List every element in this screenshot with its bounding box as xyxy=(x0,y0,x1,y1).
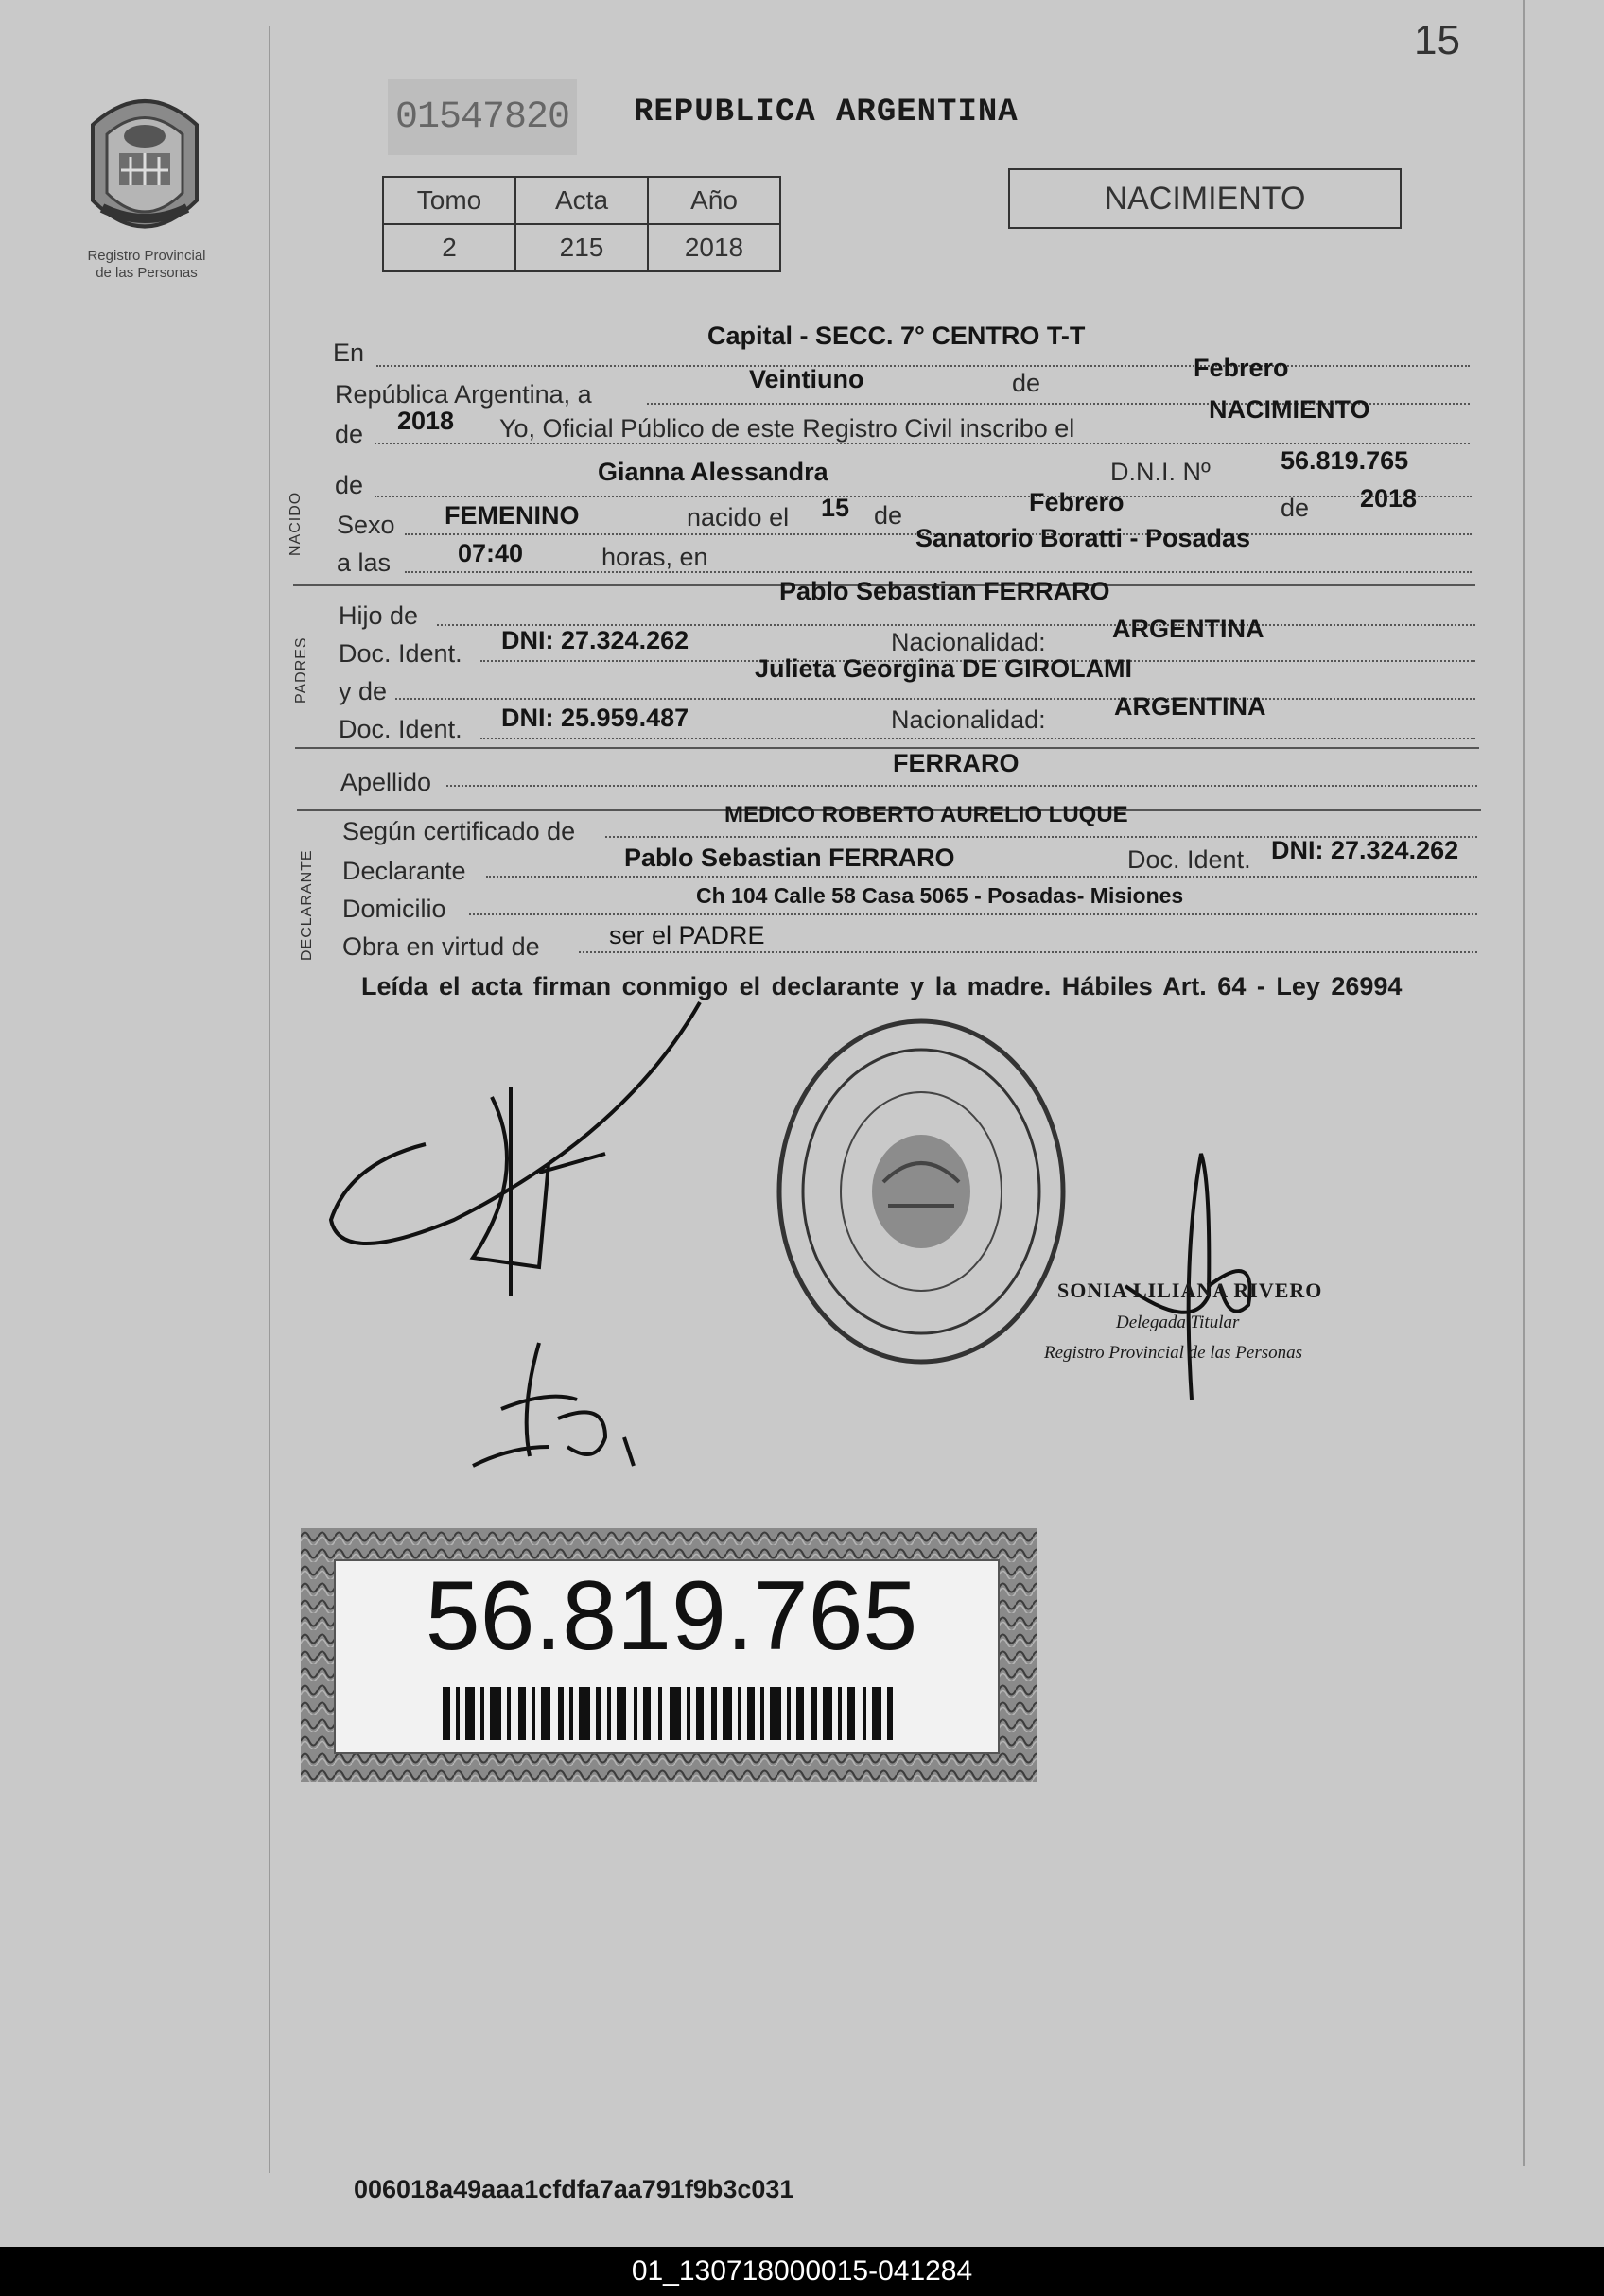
label-doc-mother: Doc. Ident. xyxy=(339,715,462,743)
side-label-born: NACIDO xyxy=(288,491,304,556)
official-signature-icon xyxy=(1088,1144,1277,1409)
logo-caption-line1: Registro Provincial xyxy=(87,248,206,264)
dotted-line xyxy=(446,785,1477,787)
side-label-parents: PADRES xyxy=(293,636,309,704)
label-doc-declarante: Doc. Ident. xyxy=(1127,845,1251,874)
value-sexo: FEMENINO xyxy=(445,501,580,530)
label-alas: a las xyxy=(337,548,392,577)
label-nacionalidad-father: Nacionalidad: xyxy=(891,628,1046,656)
label-doc-father: Doc. Ident. xyxy=(339,639,462,668)
dotted-line xyxy=(395,698,1475,700)
label-apellido: Apellido xyxy=(340,768,432,796)
value-location: Capital - SECC. 7° CENTRO T-T xyxy=(707,322,1086,350)
value-time: 07:40 xyxy=(458,539,524,567)
value-day: Veintiuno xyxy=(749,365,864,393)
official-name: SONIA LILIANA RIVERO xyxy=(1057,1278,1323,1302)
label-oficial: Yo, Oficial Público de este Registro Civil inscribo el xyxy=(499,414,1075,443)
label-obra: Obra en virtud de xyxy=(342,932,540,961)
label-declarante: Declarante xyxy=(342,857,466,885)
logo-caption-line2: de las Personas xyxy=(96,265,198,281)
value-father-doc: DNI: 27.324.262 xyxy=(501,626,689,654)
value-month: Febrero xyxy=(1194,354,1289,382)
dotted-line xyxy=(480,738,1475,739)
dotted-line xyxy=(376,365,1470,367)
label-en: En xyxy=(333,339,365,367)
label-dni: D.N.I. Nº xyxy=(1110,458,1211,486)
page-number: 15 xyxy=(1414,17,1460,63)
dotted-line xyxy=(405,571,1472,573)
record-type-box: NACIMIENTO xyxy=(1008,168,1402,229)
left-margin-line xyxy=(269,26,270,2173)
value-name: Gianna Alessandra xyxy=(598,458,828,486)
label-de-month: de xyxy=(874,501,903,530)
serial-number: 01547820 xyxy=(388,79,577,155)
footer-bar xyxy=(0,2247,1604,2296)
value-father-nationality: ARGENTINA xyxy=(1112,615,1264,643)
label-republica: República Argentina, a xyxy=(335,380,592,409)
value-father-name: Pablo Sebastian FERRARO xyxy=(779,577,1110,605)
label-de-year: de xyxy=(335,420,364,448)
mother-signature-icon xyxy=(463,1333,690,1485)
official-office: Registro Provincial de las Personas xyxy=(1044,1343,1303,1363)
value-inscribe: NACIMIENTO xyxy=(1209,395,1370,424)
table-header-acta: Acta xyxy=(515,177,648,224)
value-obra: ser el PADRE xyxy=(609,921,765,949)
value-mother-nationality: ARGENTINA xyxy=(1114,692,1266,721)
country-heading: REPUBLICA ARGENTINA xyxy=(634,95,1019,130)
side-label-declarant: DECLARANTE xyxy=(299,849,315,961)
value-dni: 56.819.765 xyxy=(1281,446,1409,475)
label-yde: y de xyxy=(339,677,388,705)
value-year: 2018 xyxy=(397,407,455,435)
section-divider xyxy=(295,747,1479,749)
label-domicilio: Domicilio xyxy=(342,895,446,923)
table-header-tomo: Tomo xyxy=(383,177,515,224)
value-birth-month: Febrero xyxy=(1029,488,1125,516)
footer-id: 01_130718000015-041284 xyxy=(631,2255,973,2287)
table-header-anio: Año xyxy=(648,177,780,224)
declarant-signature-icon xyxy=(322,983,719,1324)
label-de-birth-year: de xyxy=(1281,494,1310,522)
label-certificado: Según certificado de xyxy=(342,817,576,845)
label-hijo: Hijo de xyxy=(339,601,419,630)
label-de: de xyxy=(1012,369,1041,397)
value-mother-name: Julieta Georgina DE GIROLAMI xyxy=(755,654,1133,683)
value-certificado: MEDICO ROBERTO AURELIO LUQUE xyxy=(724,802,1128,827)
label-nacionalidad-mother: Nacionalidad: xyxy=(891,705,1046,734)
label-name: de xyxy=(335,471,364,499)
table-value-tomo: 2 xyxy=(383,224,515,271)
label-horas: horas, en xyxy=(602,543,708,571)
value-apellido: FERRARO xyxy=(893,749,1020,777)
value-place: Sanatorio Boratti - Posadas xyxy=(915,524,1251,552)
record-table xyxy=(382,176,781,272)
logo-caption xyxy=(57,248,236,282)
value-mother-doc: DNI: 25.959.487 xyxy=(501,704,689,732)
official-stamp-icon xyxy=(770,1012,1072,1371)
table-value-acta: 215 xyxy=(515,224,648,271)
dotted-line xyxy=(469,913,1477,915)
official-title: Delegada Titular xyxy=(1116,1313,1240,1332)
value-declarante: Pablo Sebastian FERRARO xyxy=(624,844,955,872)
closing-text: Leída el acta firman conmigo el declarante y la madre. Hábiles Art. 64 - Ley 26994 xyxy=(361,972,1403,1000)
table-value-anio: 2018 xyxy=(648,224,780,271)
label-sexo: Sexo xyxy=(337,511,395,539)
document-hash: 006018a49aaa1cfdfa7aa791f9b3c031 xyxy=(354,2175,794,2203)
value-domicilio: Ch 104 Calle 58 Casa 5065 - Posadas- Misiones xyxy=(696,883,1184,908)
dotted-line xyxy=(579,951,1477,953)
value-declarante-doc: DNI: 27.324.262 xyxy=(1271,836,1459,864)
dotted-line xyxy=(486,876,1477,878)
registry-logo-icon xyxy=(74,87,216,248)
value-birth-year: 2018 xyxy=(1360,484,1418,513)
right-margin-line xyxy=(1523,0,1525,2166)
value-birth-day: 15 xyxy=(821,494,850,522)
label-nacido: nacido el xyxy=(687,503,790,531)
barcode-number: 56.819.765 xyxy=(425,1561,918,1671)
